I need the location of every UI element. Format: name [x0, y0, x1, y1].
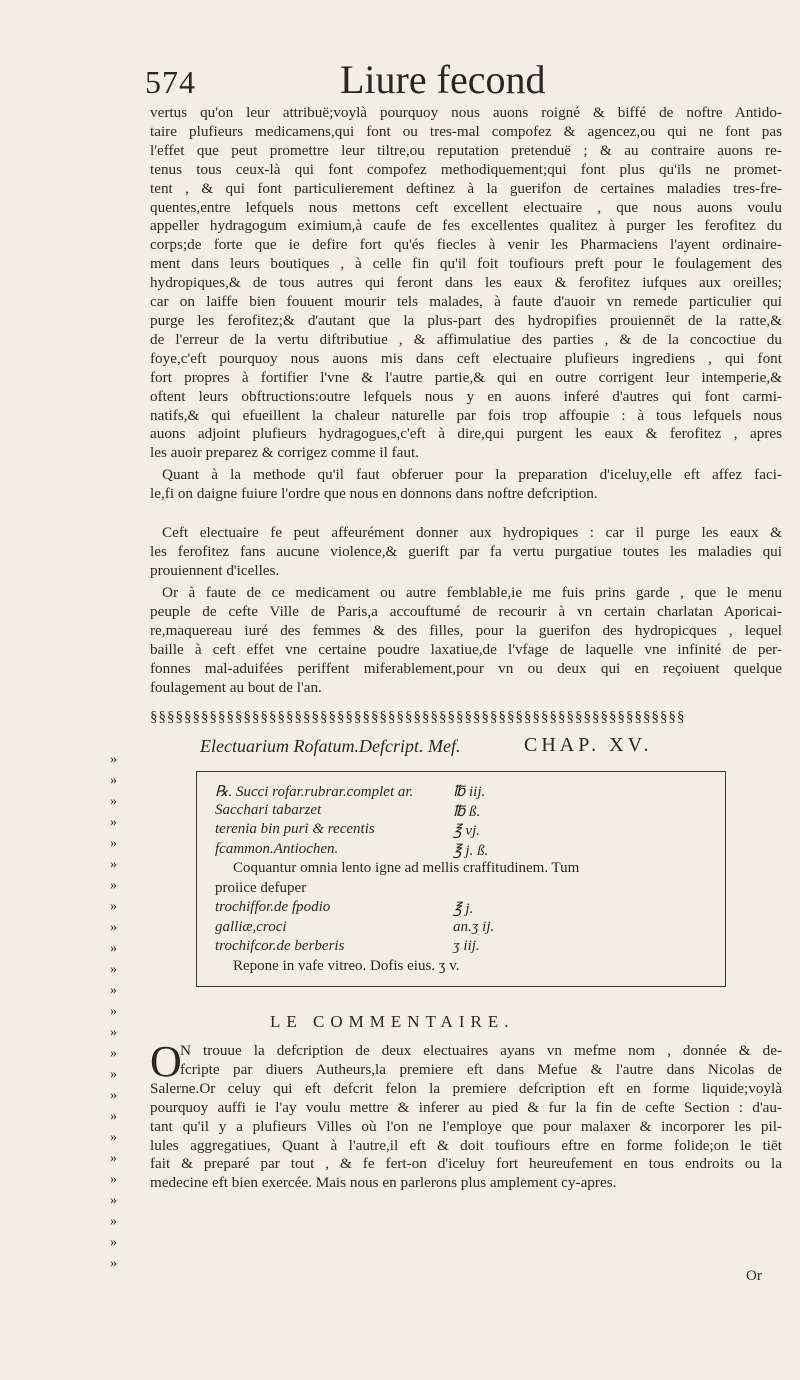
text-line: corps;de forte que ie defire fort qu'és fiecles à venir les Pharmaciens l'ayent ordinaire- [150, 236, 782, 254]
recipe-quantity: ℥ j. [453, 901, 474, 917]
page-number: 574 [145, 64, 196, 100]
text-line: appeller hydragogum eximium,à caufe de fes excellentes qualitez à purger les ferofitez du [150, 217, 782, 235]
paragraph [150, 104, 782, 463]
text-line: Or à faute de ce medicament ou autre femblable,ie me fuis prins garde , que le menu [162, 584, 782, 601]
margin-quote-mark: » [110, 1067, 117, 1082]
text-line: taire plufieurs medicamens,qui font ou tres-mal compofez & agencez,ou qui ne font pas [150, 122, 782, 140]
text-line: car on laiffe bien fouuent mourir tels malades, à faute d'auoir vn remede particulier qui [150, 293, 782, 311]
margin-quote-mark: » [110, 983, 117, 998]
margin-quote-mark: » [110, 899, 117, 914]
text-line: natifs,& qui efueillent la chaleur naturelle par fois trop affoupie : à tous lefquels nous [150, 406, 782, 424]
text-line: fcripte par diuers Autheurs,la premiere eft dans Mefue & l'autre dans Nicolas de [180, 1060, 782, 1078]
text-line: re,maquereau iuré des femmes & des filles, pour la guerifon des hydropicques , lequel [150, 621, 782, 639]
margin-quote-mark: » [110, 962, 117, 977]
text-line: les ferofitez fans aucune violence,& guerift par fa vertu purgatiue toutes les maladies qui [150, 542, 782, 560]
margin-quote-mark: » [110, 1109, 117, 1124]
text-line: hydropiques,& de tous autres qui feront dans les eaux & ferofitez iufques aux oreilles; [150, 274, 782, 292]
margin-quote-mark: » [110, 1151, 117, 1166]
text-line: auons adjoint plufieurs hydragogues,c'eft à dire,qui purgent les eaux & ferofitez , apres [150, 425, 782, 443]
text-line: foye,c'eft pourquoy nous auons mis dans ceft electuaire plufieurs ingrediens , qui font [150, 349, 782, 367]
recipe-ingredient: proiice defuper [215, 879, 307, 896]
recipe-ingredient: ℞. Succi rofar.rubrar.complet ar. [215, 784, 414, 800]
text-line: les auoir preparez & corrigez comme il faut. [150, 444, 420, 462]
text-line: foulagement au bout de l'an. [150, 678, 322, 696]
text-line: fait & preparé par tout , & fe fert-on d'iceluy fort heureufement en tous endroits ou la [150, 1155, 782, 1173]
recipe-ingredient: trochiffor.de fpodio [215, 899, 331, 915]
chapter-heading [200, 736, 760, 762]
recipe-ingredient: Sacchari tabarzet [215, 801, 322, 818]
margin-quote-mark: » [110, 1214, 117, 1229]
margin-quote-mark: » [110, 836, 117, 851]
text-line: oftent leurs obftructions:outre lefquels nous y en auons inferé d'autres qui font carmi- [150, 387, 782, 405]
running-title: Liure fecond [340, 57, 546, 102]
recipe-quantity: an.ʒ ij. [453, 918, 495, 935]
text-line: tent , & qui font particulierement deftinez à la guerifon de certaines maladies tres-fre- [150, 179, 782, 197]
paragraph [150, 466, 782, 504]
text-line: lules aggregatiues, Quant à l'autre,il eft & doit toufiours eftre en forme folide;on le tiēt [150, 1136, 782, 1154]
margin-quote-mark: » [110, 1256, 117, 1271]
text-line: tenus tous ceux-là qui font compofez methodiquement;qui font plus qu'ils ne promet- [150, 160, 782, 178]
ornament-band: §§§§§§§§§§§§§§§§§§§§§§§§§§§§§§§§§§§§§§§§§§§§§§§§§§§§§§§§§§§§§§§ [150, 709, 686, 725]
text-line: medecine eft bien exercée. Mais nous en parlerons plus amplement cy-apres. [150, 1174, 617, 1192]
text-line: peuple de cefte Ville de Paris,a accouftumé de recourir à vn certain charlatan Aporicai- [150, 602, 782, 620]
text-line: Ceft electuaire fe peut affeurément donner aux hydropiques : car il purge les eaux & [162, 524, 782, 541]
text-line: Salerne.Or celuy qui eft defcrit felon la premiere defcription eft en forme liquide;voylà [150, 1079, 782, 1097]
commentary-title: LE COMMENTAIRE. [270, 1012, 515, 1031]
text-line: pourquoy auffi ie l'ay voulu mettre & inferer au pied & fur la fin de cefte Section : d'au- [150, 1098, 782, 1116]
chapter-label: CHAP. XV. [524, 734, 653, 756]
recipe-ingredient: terenia bin puri & recentis [215, 821, 375, 837]
margin-quote-mark: » [110, 1172, 117, 1187]
margin-quote-mark: » [110, 794, 117, 809]
text-line: vertus qu'on leur attribuë;voylà pourquoy nous auons roigné & biffé de noftre Antido- [150, 104, 782, 121]
margin-quote-mark: » [110, 941, 117, 956]
commentary-text [150, 1037, 782, 1193]
recipe-quantity: ℥ j. ß. [453, 842, 489, 859]
recipe-ingredient: Repone in vafe vitreo. Dofis eius. ʒ v. [233, 957, 460, 974]
catchword: Or [746, 1268, 762, 1284]
text-line: de l'erreur de la vertu diftributiue , & affimulatiue des parties , & de la concoctiue du [150, 330, 782, 348]
recipe-quantity: ℔ ß. [453, 803, 481, 820]
text-line: purge les ferofitez;& d'autant que la plus-part des hydropifies prouiennēt de la ratte,& [150, 311, 782, 329]
drop-cap: O [150, 1037, 182, 1086]
recipe-ingredient: trochifcor.de berberis [215, 938, 345, 954]
recipe-box [196, 771, 726, 987]
margin-quote-mark: » [110, 1088, 117, 1103]
recipe-quantity: ℔ iij. [453, 784, 486, 800]
recipe-ingredient: galliæ,croci [215, 918, 287, 935]
recipe-quantity: ℥ vj. [453, 823, 480, 839]
text-line: le,fi on daigne fuiure l'ordre que nous en donnons dans noftre defcription. [150, 484, 598, 502]
margin-quote-mark: » [110, 1025, 117, 1040]
text-line: prouiennent d'icelles. [150, 561, 280, 579]
margin-quote-mark: » [110, 1004, 117, 1019]
text-line: quentes,entre lefquels nous mettons ceft excellent electuaire , que nous auons voulu [150, 198, 782, 216]
text-line: baille à ceft effet vne certaine poudre laxatiue,de l'vfage de laquelle vne infinité de per- [150, 640, 782, 658]
text-line: l'effet que peut promettre leur tiltre,ou reputation pretenduë ; & au contraire auons re- [150, 141, 782, 159]
margin-quote-mark: » [110, 920, 117, 935]
paragraph [150, 584, 782, 697]
margin-quote-mark: » [110, 1130, 117, 1145]
recipe-ingredient: fcammon.Antiochen. [215, 840, 339, 857]
margin-quote-mark: » [110, 1046, 117, 1061]
margin-quote-mark: » [110, 773, 117, 788]
margin-quote-mark: » [110, 878, 117, 893]
text-line: tant qu'il y a plufieurs Villes où l'on ne l'employe que pour malaxer & incorporer les pil- [150, 1117, 782, 1135]
recipe-quantity: ʒ iij. [453, 938, 480, 954]
recipe-title: Electuarium Rofatum.Defcript. Mef. [200, 736, 461, 756]
margin-quote-mark: » [110, 1193, 117, 1208]
margin-quote-mark: » [110, 752, 117, 767]
recipe-ingredient: Coquantur omnia lento igne ad mellis craffitudinem. Tum [233, 860, 580, 876]
margin-quote-mark: » [110, 1235, 117, 1250]
text-line: fort propres à fortifier l'vne & l'autre partie,& qui en outre corrigent leur intemperie,& [150, 368, 782, 386]
page-header [145, 57, 740, 102]
text-line: fonnes mal-aduifées periffent miferablement,pour vn ou deux qui en reçoiuent quelque [150, 659, 782, 677]
text-line: ment dans leurs boutiques , à celle fin qu'il foit toufiours preft pour le foulagement des [150, 255, 782, 273]
paragraph [150, 524, 782, 581]
text-line: Quant à la methode qu'il faut obferuer pour la preparation d'iceluy,elle eft affez faci- [162, 466, 782, 483]
text-line: N trouue la defcription de deux electuaires ayans vn mefme nom , donnée & de- [180, 1042, 782, 1059]
margin-quote-mark: » [110, 815, 117, 830]
margin-quote-mark: » [110, 857, 117, 872]
